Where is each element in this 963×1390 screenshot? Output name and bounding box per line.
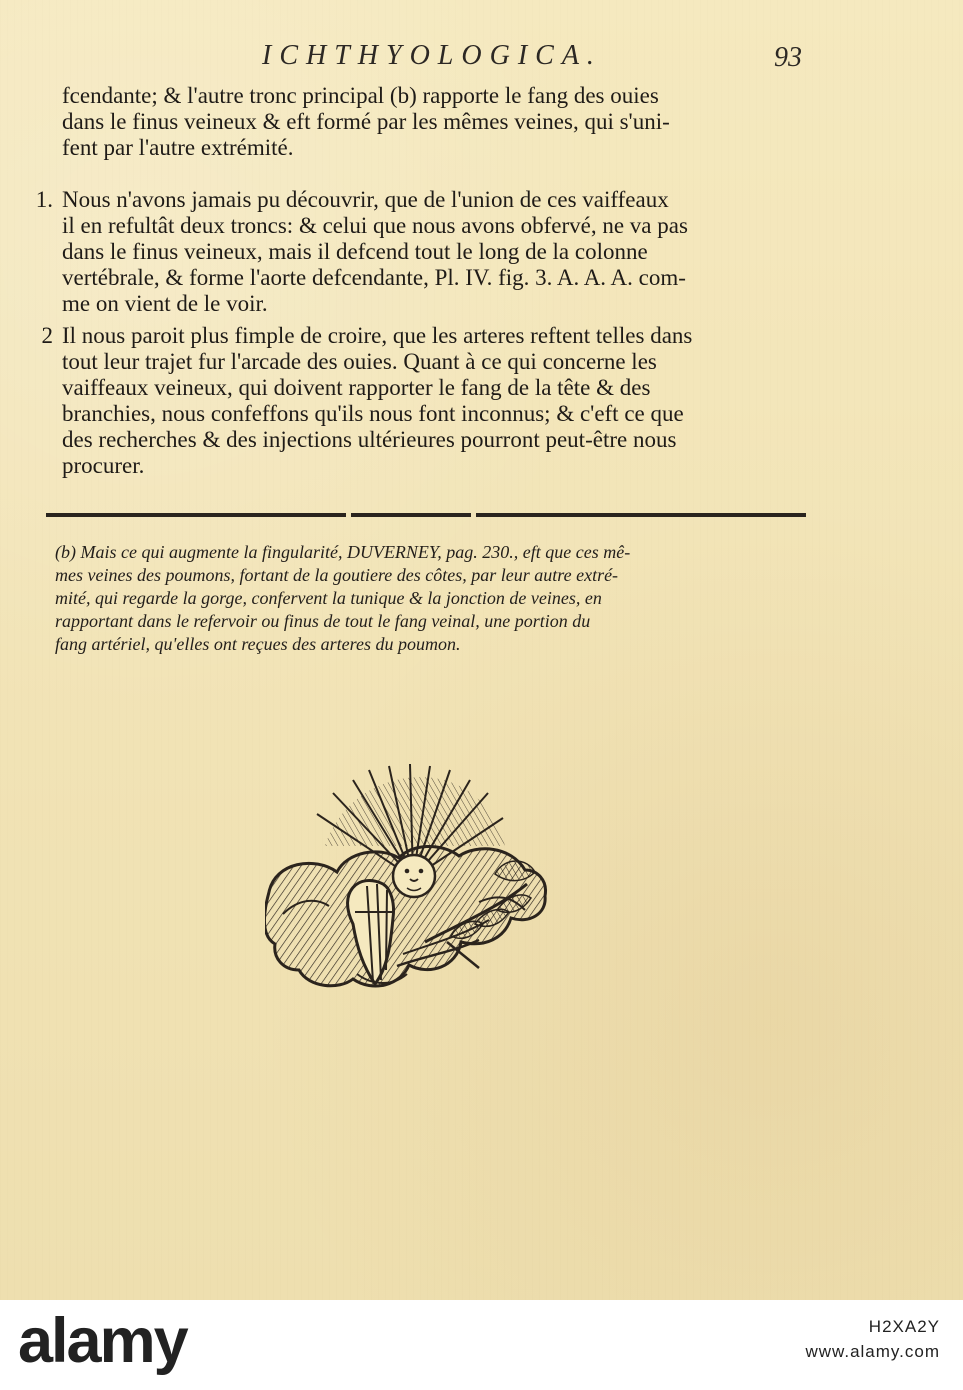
note-1 [35, 187, 832, 317]
footnote-line: mité, qui regarde la gorge, confervent la tunique & la jonction de veines, en [55, 588, 602, 608]
note-2 [41, 323, 832, 479]
page-number: 93 [774, 42, 802, 73]
rule-segment [351, 513, 471, 517]
text-line: branchies, nous confeffons qu'ils nous font inconnus; & c'eft ce que [62, 401, 684, 426]
text-line: il en refultât deux troncs: & celui que nous avons obfervé, ne va pas [62, 213, 688, 238]
note-marker: 2 [41, 323, 53, 348]
text-line: vaiffeaux veineux, qui doivent rapporter le fang de la tête & des [62, 375, 651, 400]
text-line: fent par l'autre extrémité. [62, 135, 294, 160]
text-line: me on vient de le voir. [62, 291, 268, 316]
image-id-label: H2XA2Y [868, 1317, 940, 1336]
rule-segment [46, 513, 346, 517]
text-line: Nous n'avons jamais pu découvrir, que de l'union de ces vaiffeaux [62, 187, 669, 212]
numbered-notes [35, 187, 832, 479]
footnote-separator-rule [46, 513, 806, 517]
text-line: tout leur trajet fur l'arcade des ouies. Quant à ce qui concerne les [62, 349, 657, 374]
sun-face [393, 855, 435, 897]
intro-paragraph [62, 83, 832, 161]
footnote-line: rapportant dans le refervoir ou finus de tout le fang veinal, une portion du [55, 611, 591, 631]
running-head: ICHTHYOLOGICA. [262, 40, 602, 71]
footnote-line: (b) Mais ce qui augmente la fingularité, DUVERNEY, pag. 230., eft que ces mê- [55, 542, 631, 562]
footnote-line: mes veines des poumons, fortant de la goutiere des côtes, par leur autre extré- [55, 565, 619, 585]
brand-logo: alamy [18, 1306, 187, 1376]
ornament-svg [265, 760, 550, 1040]
footnote-block [55, 541, 838, 656]
text-line: dans le finus veineux & eft formé par les mêmes veines, qui s'uni- [62, 109, 670, 134]
page-header [0, 38, 963, 78]
text-line: des recherches & des injections ultérieures pourront peut-être nous [62, 427, 677, 452]
text-line: Il nous paroit plus fimple de croire, que les arteres reftent telles dans [62, 323, 693, 348]
sun-and-lyre-vignette-icon [265, 760, 550, 1040]
main-text-block [35, 83, 832, 485]
site-label: www.alamy.com [805, 1342, 940, 1361]
text-line: vertébrale, & forme l'aorte defcendante, Pl. IV. fig. 3. A. A. A. com- [62, 265, 686, 290]
text-line: fcendante; & l'autre tronc principal (b) rapporte le fang des ouies [62, 83, 659, 108]
note-marker: 1. [35, 187, 53, 212]
text-line: procurer. [62, 453, 145, 478]
rule-segment [476, 513, 806, 517]
footnote-line: fang artériel, qu'elles ont reçues des arteres du poumon. [55, 634, 461, 654]
text-line: dans le finus veineux, mais il defcend tout le long de la colonne [62, 239, 648, 264]
